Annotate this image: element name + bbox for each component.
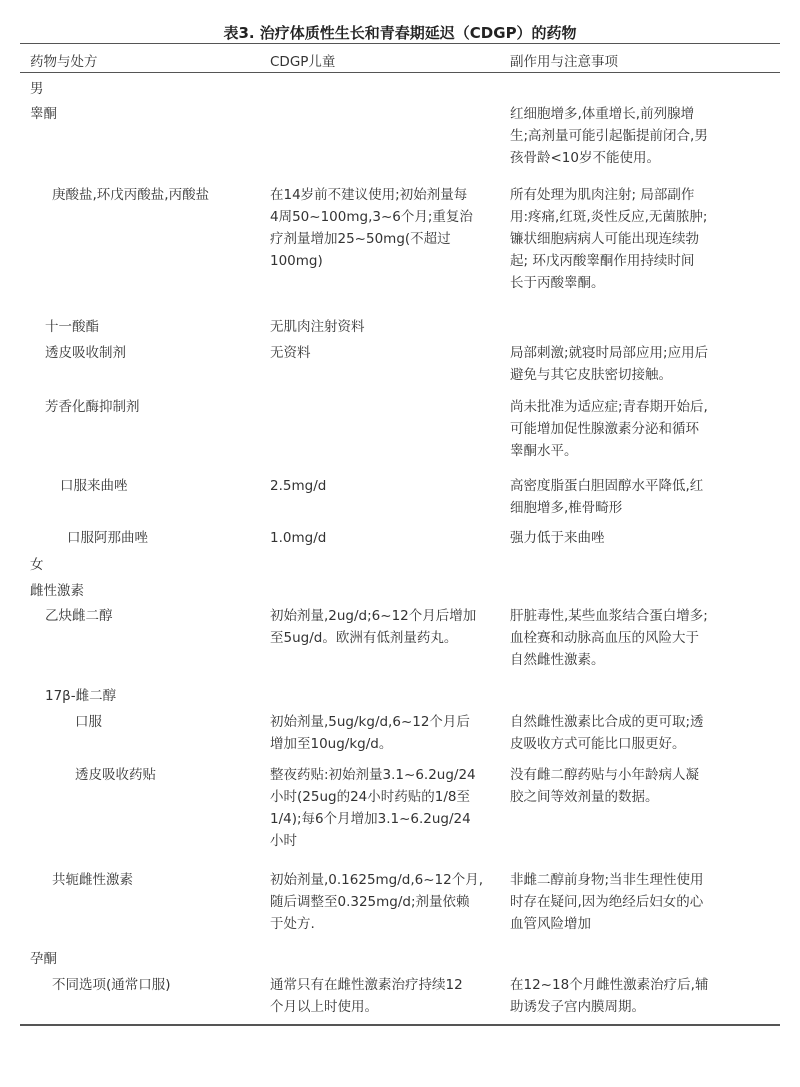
drug-cell: 雌性激素 — [30, 583, 84, 599]
drug-cell: 17β-雌二醇 — [45, 688, 117, 704]
dose-cell: 初始剂量,2ug/d;6~12个月后增加 至5ug/d。欧洲有低剂量药丸。 — [270, 608, 477, 646]
notes-cell: 没有雌二醇药贴与小年龄病人凝 胶之间等效剂量的数据。 — [510, 767, 699, 805]
drug-cell: 睾酮 — [30, 106, 57, 122]
table-bottom-rule — [20, 1024, 780, 1026]
drug-cell: 十一酸酯 — [45, 319, 99, 335]
dose-cell: 整夜药贴:初始剂量3.1~6.2ug/24 小时(25ug的24小时药贴的1/8至 1/4);每6个月增加3.1~6.2ug/24 小时 — [270, 767, 476, 849]
table-top-rule — [20, 43, 780, 44]
dose-cell: 无肌肉注射资料 — [270, 319, 365, 335]
dose-cell: 1.0mg/d — [270, 530, 327, 546]
drug-cell: 不同选项(通常口服) — [52, 977, 171, 993]
dose-cell: 通常只有在雌性激素治疗持续12 个月以上时使用。 — [270, 977, 463, 1015]
drug-cell: 男 — [30, 81, 44, 97]
header-cdgp-children: CDGP儿童 — [270, 54, 336, 70]
notes-cell: 所有处理为肌肉注射; 局部副作 用:疼痛,红斑,炎性反应,无菌脓肿; 镰状细胞病病人可能出现连续勃 起; 环戊丙酸睾酮作用持续时间 长于丙酸睾酮。 — [510, 187, 708, 291]
notes-cell: 局部刺激;就寝时局部应用;应用后 避免与其它皮肤密切接触。 — [510, 345, 709, 383]
notes-cell: 高密度脂蛋白胆固醇水平降低,红 细胞增多,椎骨畸形 — [510, 478, 704, 516]
dose-cell: 在14岁前不建议使用;初始剂量每 4周50~100mg,3~6个月;重复治 疗剂量增加25~50mg(不超过 100mg) — [270, 187, 473, 269]
drug-cell: 庚酸盐,环戊丙酸盐,丙酸盐 — [52, 187, 210, 203]
dose-cell: 无资料 — [270, 345, 311, 361]
drug-cell: 透皮吸收药贴 — [75, 767, 156, 783]
notes-cell: 强力低于来曲唑 — [510, 530, 605, 546]
notes-cell: 非雌二醇前身物;当非生理性使用 时存在疑问,因为绝经后妇女的心 血管风险增加 — [510, 872, 704, 932]
header-side-effects: 副作用与注意事项 — [510, 54, 618, 70]
notes-cell: 红细胞增多,体重增长,前列腺增 生;高剂量可能引起骺提前闭合,男 孩骨龄<10岁不能使用。 — [510, 106, 708, 166]
notes-cell: 在12~18个月雌性激素治疗后,辅 助诱发子宫内膜周期。 — [510, 977, 709, 1015]
table-title: 表3. 治疗体质性生长和青春期延迟（CDGP）的药物 — [223, 24, 577, 42]
dose-cell: 2.5mg/d — [270, 478, 327, 494]
drug-cell: 女 — [30, 557, 44, 573]
drug-cell: 芳香化酶抑制剂 — [45, 399, 140, 415]
notes-cell: 自然雌性激素比合成的更可取;透 皮吸收方式可能比口服更好。 — [510, 714, 704, 752]
drug-cell: 口服来曲唑 — [60, 478, 128, 494]
notes-cell: 尚未批准为适应症;青春期开始后, 可能增加促性腺激素分泌和循环 睾酮水平。 — [510, 399, 708, 459]
dose-cell: 初始剂量,0.1625mg/d,6~12个月, 随后调整至0.325mg/d;剂量依赖 于处方. — [270, 872, 484, 932]
drug-cell: 共轭雌性激素 — [52, 872, 133, 888]
table-header-rule — [20, 72, 780, 73]
drug-cell: 乙炔雌二醇 — [45, 608, 113, 624]
drug-cell: 口服阿那曲唑 — [67, 530, 148, 546]
dose-cell: 初始剂量,5ug/kg/d,6~12个月后 增加至10ug/kg/d。 — [270, 714, 470, 752]
drug-cell: 透皮吸收制剂 — [45, 345, 126, 361]
header-drug: 药物与处方 — [30, 54, 98, 70]
notes-cell: 肝脏毒性,某些血浆结合蛋白增多; 血栓赛和动脉高血压的风险大于 自然雌性激素。 — [510, 608, 708, 668]
drug-cell: 口服 — [75, 714, 102, 730]
drug-cell: 孕酮 — [30, 951, 57, 967]
